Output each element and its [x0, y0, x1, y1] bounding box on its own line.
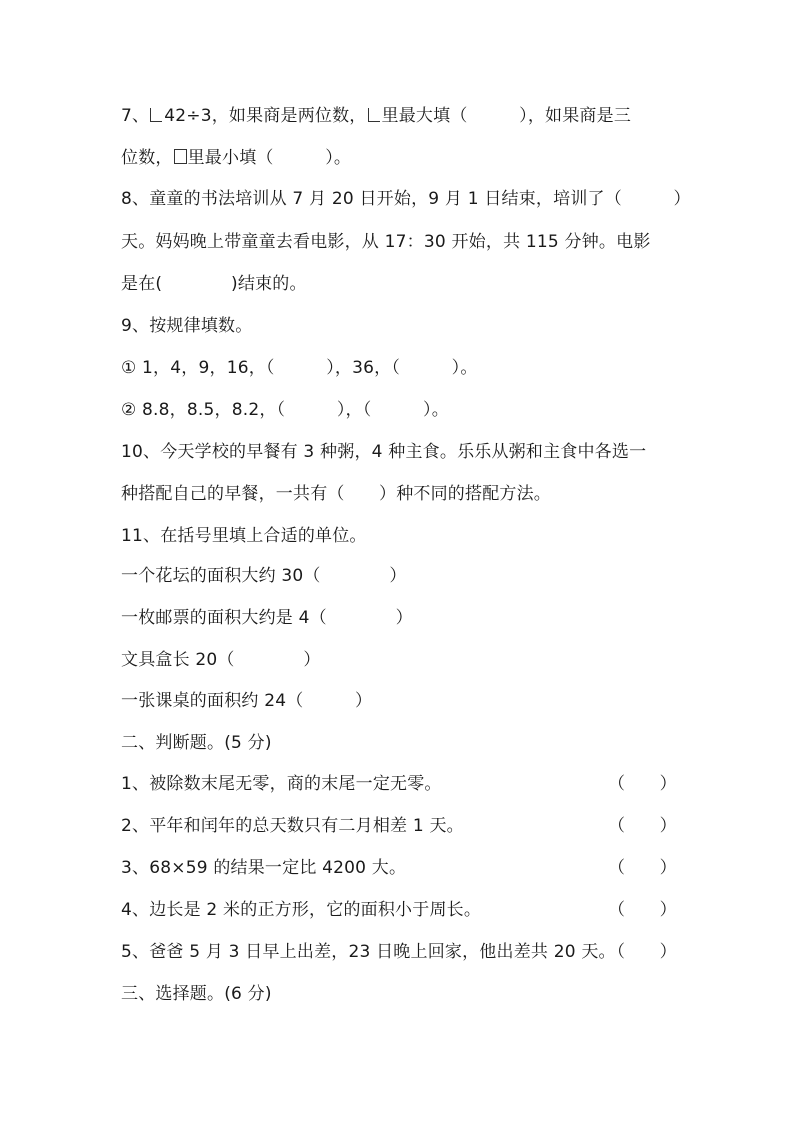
- q11-item: 一枚邮票的面积大约是 4（ ）: [121, 608, 413, 628]
- section3-title: 三、选择题。(6 分): [121, 984, 272, 1004]
- q8-line-3: 是在( )结束的。: [121, 274, 307, 294]
- blank-square-box: [174, 149, 187, 164]
- answer-parens: （ ）: [608, 816, 677, 836]
- answer-parens: （ ）: [608, 900, 677, 920]
- q9-sequence-2: ② 8.8，8.5，8.2，（ ），（ ）。: [121, 400, 449, 420]
- answer-parens: （ ）: [608, 858, 677, 878]
- q9-sequence-1: ① 1，4，9，16，（ ），36，（ ）。: [121, 358, 478, 378]
- q10-line-2: 种搭配自己的早餐，一共有（ ）种不同的搭配方法。: [121, 484, 551, 504]
- section2-title: 二、判断题。(5 分): [121, 733, 272, 753]
- judge-item: 5、爸爸 5 月 3 日早上出差，23 日晚上回家，他出差共 20 天。 （ ）: [121, 942, 677, 962]
- q11-item: 文具盒长 20（ ）: [121, 650, 321, 670]
- blank-corner-box: [368, 108, 380, 122]
- q10-line-1: 10、今天学校的早餐有 3 种粥，4 种主食。乐乐从粥和主食中各选一: [121, 442, 647, 462]
- blank-corner-box: [150, 108, 162, 122]
- judge-item: 3、68×59 的结果一定比 4200 大。 （ ）: [121, 858, 677, 878]
- q11-item: 一个花坛的面积大约 30（ ）: [121, 566, 407, 586]
- q8-line-1: 8、童童的书法培训从 7 月 20 日开始，9 月 1 日结束，培训了（ ）: [121, 189, 691, 209]
- judge-item: 1、被除数末尾无零，商的末尾一定无零。 （ ）: [121, 774, 677, 794]
- answer-parens: （ ）: [608, 942, 677, 962]
- q8-line-2: 天。妈妈晚上带童童去看电影，从 17：30 开始，共 115 分钟。电影: [121, 232, 651, 252]
- judge-item: 4、边长是 2 米的正方形，它的面积小于周长。 （ ）: [121, 900, 677, 920]
- q11-title: 11、在括号里填上合适的单位。: [121, 526, 367, 546]
- q9-title: 9、按规律填数。: [121, 316, 253, 336]
- q7-line-2: 位数， 里最小填（ ）。: [121, 148, 352, 168]
- answer-parens: （ ）: [608, 774, 677, 794]
- q11-item: 一张课桌的面积约 24（ ）: [121, 691, 373, 711]
- judge-item: 2、平年和闰年的总天数只有二月相差 1 天。 （ ）: [121, 816, 677, 836]
- q7-line-1: 7、 42÷3，如果商是两位数， 里最大填（ ），如果商是三: [121, 106, 632, 126]
